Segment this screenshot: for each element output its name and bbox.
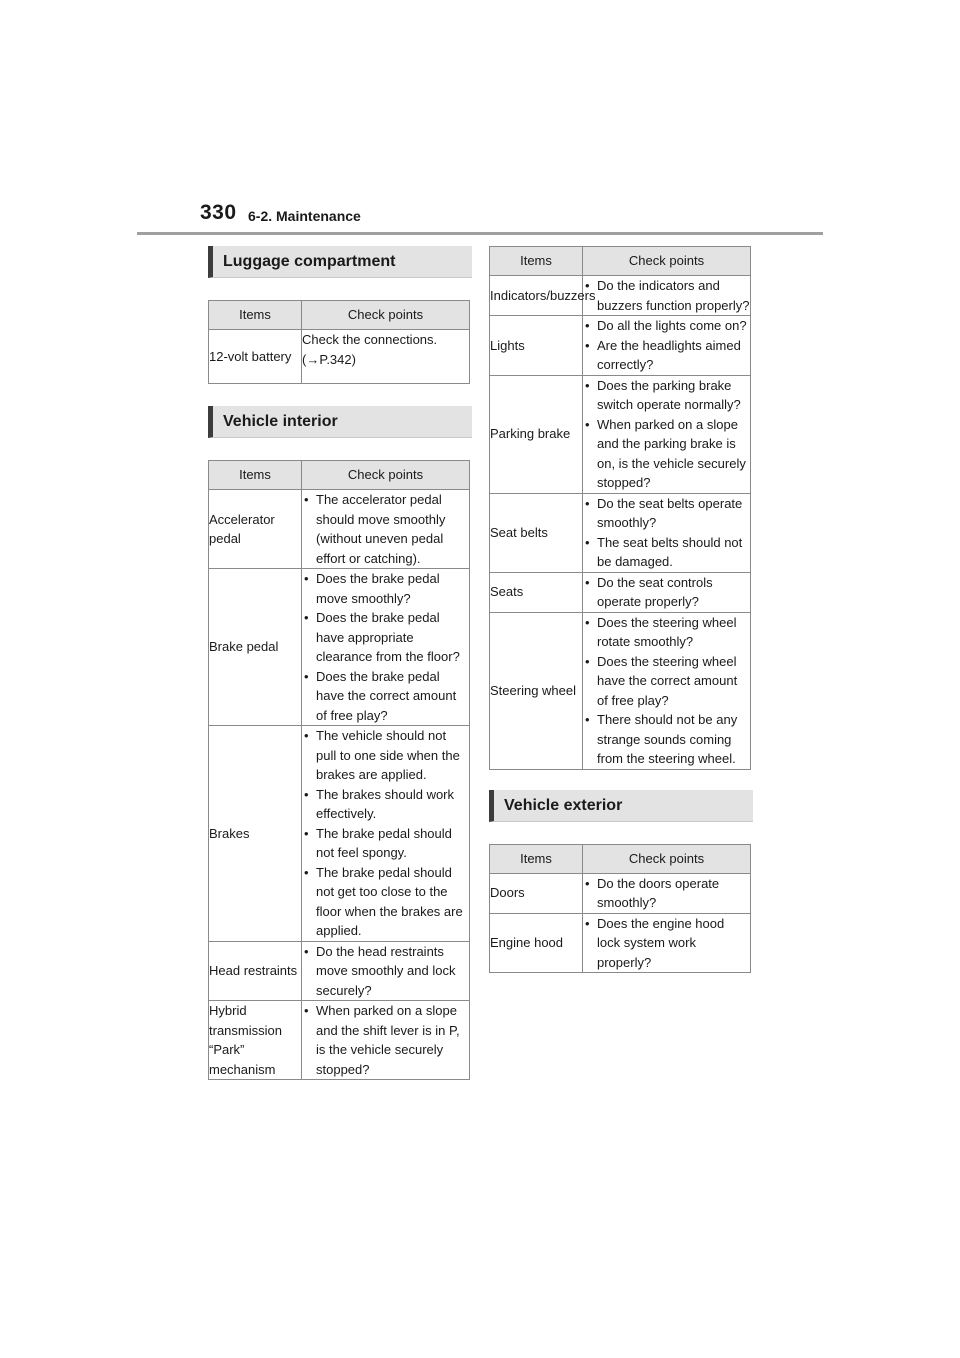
check-point-item: • The brake pedal should not feel spongy. (302, 824, 469, 863)
table-header-row (209, 461, 470, 490)
check-point-item: • The seat belts should not be damaged. (583, 533, 750, 572)
table-row (209, 490, 470, 569)
table-row (209, 726, 470, 942)
check-point-item: • Do the head restraints move smoothly and lock securely? (302, 942, 469, 1001)
row-check-points (583, 913, 751, 973)
items-header: Items (209, 461, 302, 490)
row-item: 12-volt battery (209, 330, 302, 384)
items-header: Items (490, 247, 583, 276)
check-points-header: Check points (583, 247, 751, 276)
check-point-item: • The brakes should work effectively. (302, 785, 469, 824)
check-point-list (583, 573, 750, 612)
check-point-item: • The vehicle should not pull to one side when the brakes are applied. (302, 726, 469, 785)
vehicle-exterior-heading: Vehicle exterior (489, 790, 753, 822)
row-item: Doors (490, 873, 583, 913)
check-point-item: • The brake pedal should not get too close to the floor when the brakes are applied. (302, 863, 469, 941)
check-point-list (583, 494, 750, 572)
check-point-item: • When parked on a slope and the parking brake is on, is the vehicle securely stopped? (583, 415, 750, 493)
header-divider (137, 232, 823, 235)
check-point-item: • When parked on a slope and the shift lever is in P, is the vehicle securely stopped? (302, 1001, 469, 1079)
row-item: Indicators/buzzers (490, 276, 583, 316)
row-check-points (583, 276, 751, 316)
check-point-list (302, 490, 469, 568)
interior-table (208, 460, 470, 1080)
check-point-list (583, 874, 750, 913)
row-check-points (302, 726, 470, 942)
row-item: Brakes (209, 726, 302, 942)
row-check-points (302, 490, 470, 569)
check-points-header: Check points (583, 844, 751, 873)
check-point-list (302, 569, 469, 725)
row-item: Seats (490, 572, 583, 612)
check-point-item: • Does the steering wheel rotate smoothly? (583, 613, 750, 652)
check-point-item: • Does the brake pedal have appropriate clearance from the floor? (302, 608, 469, 667)
row-item: Lights (490, 316, 583, 376)
check-point-item: • Do all the lights come on? (583, 316, 750, 336)
row-check-points (583, 612, 751, 769)
row-check-points (302, 569, 470, 726)
right-column (489, 246, 753, 973)
table-row (490, 873, 751, 913)
check-point-list (583, 914, 750, 973)
check-point-item: • Are the headlights aimed correctly? (583, 336, 750, 375)
check-point-item: • There should not be any strange sounds coming from the steering wheel. (583, 710, 750, 769)
check-point-item: • Do the indicators and buzzers function properly? (583, 276, 750, 315)
table-row (209, 941, 470, 1001)
row-check-points (302, 1001, 470, 1080)
check-point-item: • Do the seat belts operate smoothly? (583, 494, 750, 533)
row-check-points (583, 873, 751, 913)
check-point-item: • Does the parking brake switch operate normally? (583, 376, 750, 415)
left-column (208, 246, 472, 1080)
check-point-list (302, 1001, 469, 1079)
row-item: Head restraints (209, 941, 302, 1001)
row-item: Accelerator pedal (209, 490, 302, 569)
check-points-header: Check points (302, 461, 470, 490)
exterior-table (489, 844, 751, 974)
table-row (209, 330, 470, 384)
page-number: 330 (200, 201, 237, 224)
check-point-list (583, 316, 750, 375)
check-point-list (583, 376, 750, 493)
row-item: Parking brake (490, 375, 583, 493)
interior-continued-table (489, 246, 751, 770)
check-point-list (302, 726, 469, 941)
check-point-item: • Do the doors operate smoothly? (583, 874, 750, 913)
check-point-list (583, 276, 750, 315)
row-check-points (302, 941, 470, 1001)
row-check-points (583, 316, 751, 376)
row-check-points (583, 375, 751, 493)
check-point-item: • Does the steering wheel have the correct amount of free play? (583, 652, 750, 711)
section-title: 6-2. Maintenance (248, 208, 361, 224)
table-row (490, 316, 751, 376)
table-header-row (490, 844, 751, 873)
luggage-table (208, 300, 470, 384)
row-item: Brake pedal (209, 569, 302, 726)
table-header-row (490, 247, 751, 276)
check-point-item: • Do the seat controls operate properly? (583, 573, 750, 612)
table-row (490, 612, 751, 769)
check-points-header: Check points (302, 301, 470, 330)
items-header: Items (490, 844, 583, 873)
row-item: Hybrid transmission “Park” mechanism (209, 1001, 302, 1080)
table-row (209, 569, 470, 726)
row-item: Steering wheel (490, 612, 583, 769)
row-item: Engine hood (490, 913, 583, 973)
items-header: Items (209, 301, 302, 330)
table-row (209, 1001, 470, 1080)
luggage-compartment-heading: Luggage compartment (208, 246, 472, 278)
table-header-row (209, 301, 470, 330)
check-point-item: • Does the engine hood lock system work properly? (583, 914, 750, 973)
table-row (490, 375, 751, 493)
check-point-item: • The accelerator pedal should move smoothly (without uneven pedal effort or catching). (302, 490, 469, 568)
check-point-item: • Does the brake pedal move smoothly? (302, 569, 469, 608)
check-point-list (302, 942, 469, 1001)
row-item: Seat belts (490, 493, 583, 572)
check-point-item: • Does the brake pedal have the correct amount of free play? (302, 667, 469, 726)
table-row (490, 276, 751, 316)
vehicle-interior-heading: Vehicle interior (208, 406, 472, 438)
row-check-text: Check the connections. (→P.342) (302, 330, 470, 384)
table-row (490, 493, 751, 572)
table-row (490, 572, 751, 612)
row-check-points (583, 493, 751, 572)
table-row (490, 913, 751, 973)
check-point-list (583, 613, 750, 769)
row-check-points (583, 572, 751, 612)
